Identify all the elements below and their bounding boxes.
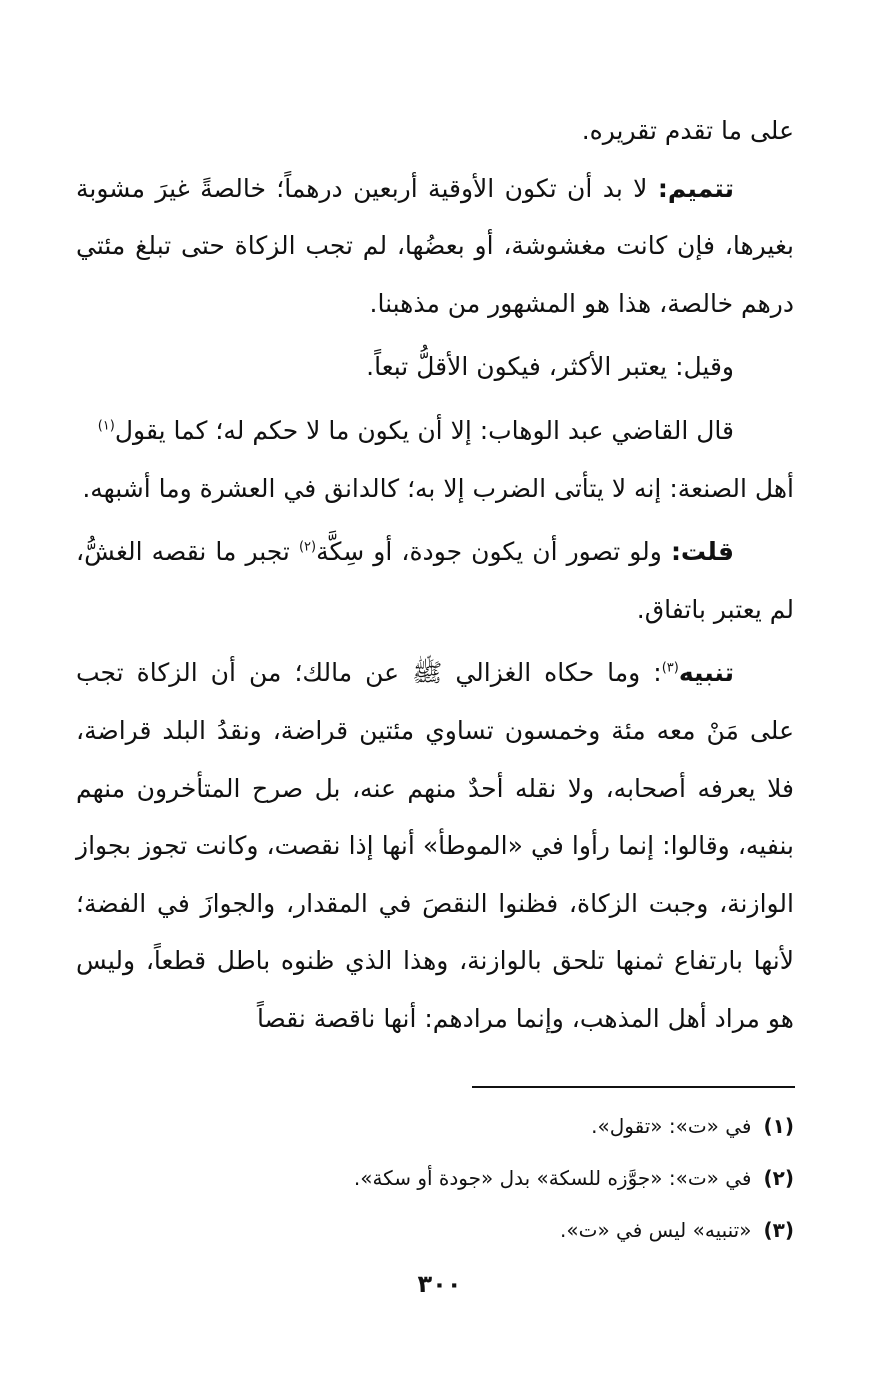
paragraph-qadi-continuation	[76, 460, 794, 518]
footnote-separator	[472, 1086, 795, 1088]
paragraph-qila	[76, 338, 794, 396]
paragraph-qadi-line	[76, 402, 794, 460]
paragraph-tanbih	[76, 644, 794, 1047]
continuation-text: على ما تقدم تقريره.	[581, 116, 794, 145]
page-number: ٣٠٠	[417, 1270, 462, 1298]
honorific-glyph: ﷺ	[412, 658, 443, 688]
footnote-ref-3[interactable]: (٣)	[661, 661, 679, 677]
qila-text: وقيل: يعتبر الأكثر، فيكون الأقلُّ تبعاً.	[366, 352, 734, 382]
main-text	[76, 102, 794, 1054]
footnote-text: في «ت»: «تقول».	[591, 1114, 752, 1138]
paragraph-continuation	[76, 102, 794, 160]
footnote-ref-1[interactable]: (١)	[97, 418, 115, 434]
qultu-text-a: ولو تصور أن يكون جودة، أو سِكَّة	[316, 537, 662, 567]
qadi-text-b: أهل الصنعة: إنه لا يتأتى الضرب إلا به؛ كالدانق في العشرة وما أشبهه.	[82, 473, 794, 503]
paragraph-tatmim	[76, 160, 794, 333]
qultu-label: قلت:	[670, 537, 734, 567]
footnote-text: «تنبيه» ليس في «ت».	[560, 1218, 752, 1242]
footnote-2	[76, 1152, 794, 1204]
qultu-text-b: تجبر ما نقصه الغشُّ، لم يعتبر باتفاق.	[76, 537, 794, 624]
footnote-number: (٢)	[763, 1166, 794, 1190]
footnote-number: (١)	[763, 1114, 794, 1138]
footnotes-section	[76, 1100, 794, 1256]
tatmim-text: لا بد أن تكون الأوقية أربعين درهماً؛ خالصةً غيرَ مشوبة بغيرها، فإن كانت مغشوشة، أو بعضُها، لم تجب الزكاة حتى تبلغ مئتي درهم خالصة، هذا هو المشهور من مذهبنا.	[76, 173, 794, 318]
tatmim-label: تتميم:	[657, 173, 734, 203]
qadi-text-a: قال القاضي عبد الوهاب: إلا أن يكون ما لا حكم له؛ كما يقول	[114, 415, 734, 445]
footnote-3	[76, 1204, 794, 1256]
footnote-1	[76, 1100, 794, 1152]
tanbih-text-a: : وما حكاه الغزالي	[455, 658, 662, 688]
footnote-ref-2[interactable]: (٢)	[298, 539, 317, 555]
tanbih-label: تنبيه	[678, 658, 735, 688]
footnote-text: في «ت»: «جوَّزه للسكة» بدل «جودة أو سكة».	[353, 1166, 752, 1190]
footnote-number: (٣)	[763, 1218, 794, 1242]
paragraph-qultu	[76, 523, 794, 638]
tanbih-text-b: عن مالك؛ من أن الزكاة تجب على مَنْ معه مئة وخمسون تساوي مئتين قراضة، ونقدُ البلد قراضة، فلا يعرفه أصحابه، ولا نقله أحدٌ منهم عنه، بل صرح المتأخرون منهم بنفيه، وقالوا: إنما رأوا في «الموطأ» أنها إذا نقصت، وكانت تجوز بجواز الوازنة، وجبت الزكاة، فظنوا النقصَ في المقدار، والجوازَ في الفضة؛ لأنها بارتفاع ثمنها تلحق بالوازنة، وهذا الذي ظنوه باطل قطعاً، وليس هو مراد أهل المذهب، وإنما مرادهم: أنها ناقصة نقصاً	[76, 658, 794, 1033]
